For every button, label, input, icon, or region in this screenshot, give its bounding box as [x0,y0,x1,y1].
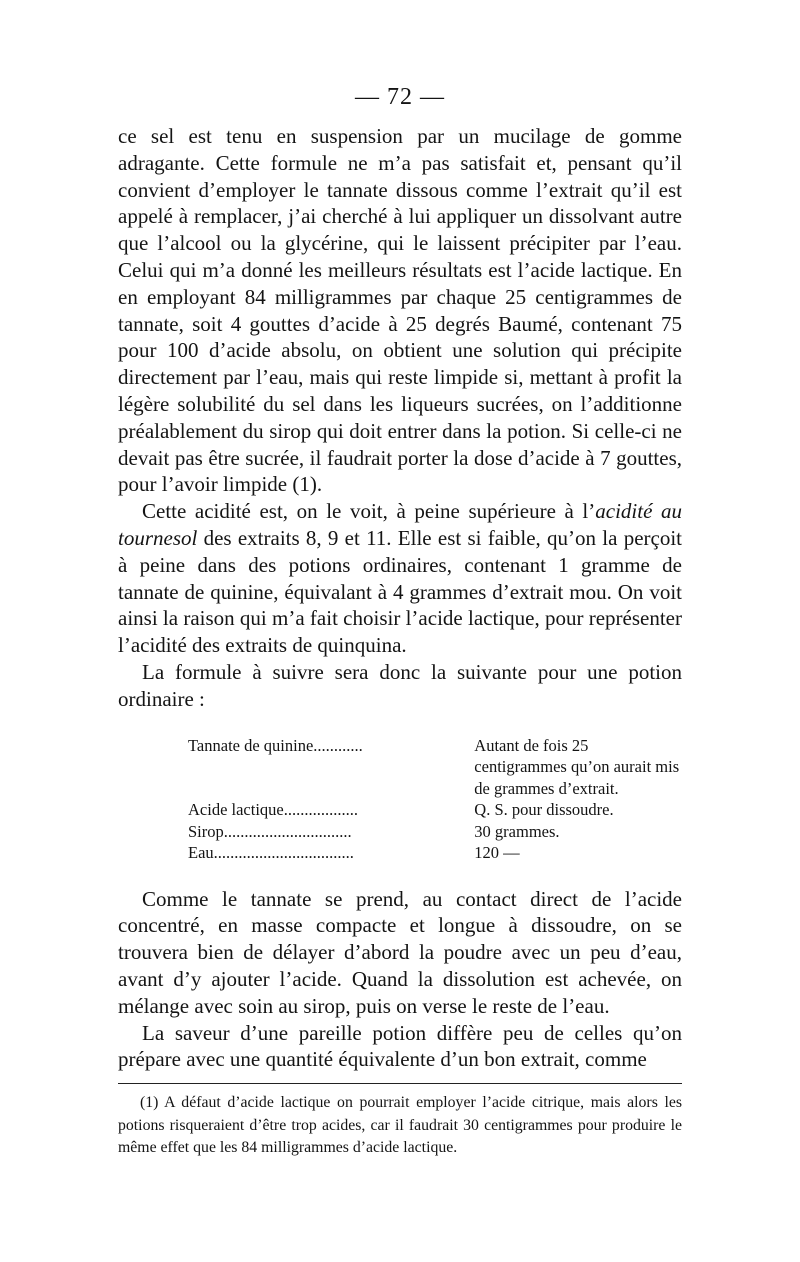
paragraph-2-end: des extraits 8, 9 et 11. Elle est si faible, qu’on la perçoit à peine dans des potions ordinaires, contenant 1 gramme de tannate de quinine, équivalant à 4 grammes d’extrait mou. On voit ainsi la raison qui m’a fait choisir l’acide lactique, pour représenter l’acidité des extraits de quinquina. [118,525,682,658]
footnote: (1) A défaut d’acide lactique on pourrait employer l’acide citrique, mais alors les potions risqueraient d’être trop acides, car il faudrait 30 centigrammes pour produire le même effet que les 84 milligrammes d’acide lactique. [118,1094,682,1157]
footnote-divider [118,1083,682,1084]
formula-row [188,842,682,864]
formula-amount: Q. S. pour dissoudre. [474,800,614,820]
formula-row [188,735,682,800]
paragraph-5: La saveur d’une pareille potion diffère peu de celles qu’on prépare avec une quantité équivalente d’un bon extrait, comme [118,1020,682,1072]
formula-amount: 30 grammes. [474,821,560,841]
book-page [118,84,682,1160]
formula-table [188,735,682,864]
formula-ingredient: Eau.................................. [188,843,354,863]
formula-ingredient: Sirop............................... [188,821,352,841]
paragraph-1: ce sel est tenu en suspension par un mucilage de gomme adragante. Cette formule ne m’a pas satisfait et, pensant qu’il convient d’employer le tannate dissous comme l’extrait qu’il est appelé à remplacer, j’ai cherché à lui appliquer un dissolvant autre que l’alcool ou la glycérine, qui le laissent précipiter par l’eau. Celui qui m’a donné les meilleurs résultats est l’acide lactique. En en employant 84 milligrammes par chaque 25 centigrammes de tannate, soit 4 gouttes d’acide à 25 degrés Baumé, contenant 75 pour 100 d’acide absolu, on obtient une solution qui précipite directement par l’eau, mais qui reste limpide si, mettant à profit la légère solubilité du sel dans les liqueurs sucrées, on l’additionne préalablement du sirop qui doit entrer dans la potion. Si celle-ci ne devait pas être sucrée, il faudrait porter la dose d’acide à 7 gouttes, pour l’avoir limpide (1). [118,124,682,497]
paragraph-2 [118,498,682,659]
formula-ingredient: Tannate de quinine............ [188,735,363,755]
paragraph-3: La formule à suivre sera donc la suivante pour une potion ordinaire : [118,659,682,711]
paragraph-4: Comme le tannate se prend, au contact direct de l’acide concentré, en masse compacte et longue à dissoudre, on se trouvera bien de délayer d’abord la poudre avec un peu d’eau, avant d’y ajouter l’acide. Quand la dissolution est achevée, on mélange avec soin au sirop, puis on verse le reste de l’eau. [118,886,682,1018]
paragraph-2-start: Cette acidité est, on le voit, à peine supérieure à l’ [142,499,596,524]
italic-term: acidité au tournesol [118,499,682,550]
formula-row [188,821,682,843]
page-number: — 72 — [355,84,445,110]
formula-amount: Autant de fois 25 centigrammes qu’on aurait mis de grammes d’extrait. [474,735,680,798]
formula-amount: 120 — [474,843,520,863]
formula-row [188,799,682,821]
formula-ingredient: Acide lactique.................. [188,800,358,820]
